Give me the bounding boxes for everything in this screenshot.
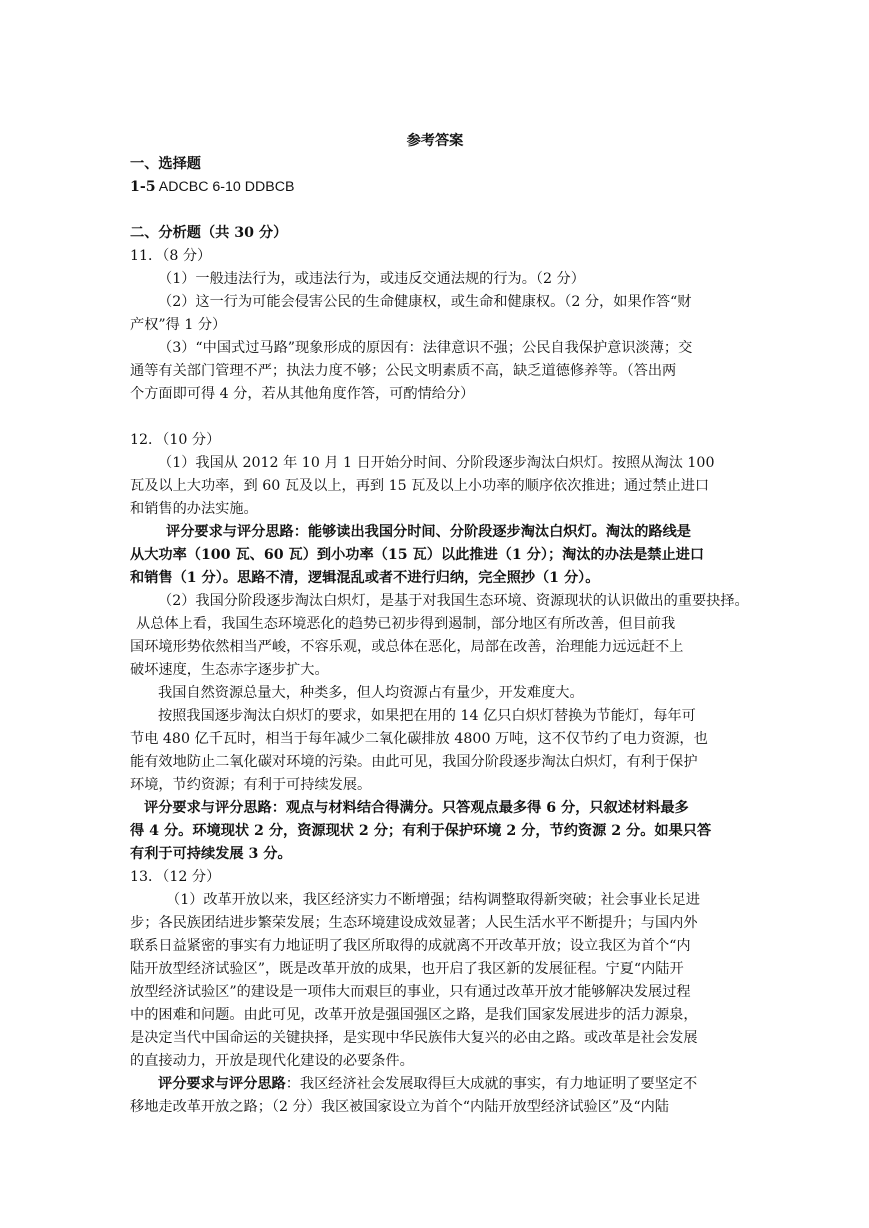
q12-paragraph-line: （1）我国从 2012 年 10 月 1 日开始分时间、分阶段逐步淘汰白炽灯。按照从淘汰 100: [158, 455, 715, 471]
q13-paragraph-line: 联系日益紧密的事实有力地证明了我区所取得的成就离不开改革开放；设立我区为首个“内: [130, 938, 691, 954]
choice-answers: [130, 176, 294, 198]
q12-paragraph-line: 环境，节约资源；有利于可持续发展。: [130, 777, 372, 793]
q11-line: 通等有关部门管理不严；执法力度不够；公民文明素质不高，缺乏道德修养等。（答出两: [130, 363, 677, 379]
q11-line: （1）一般违法行为，或违法行为，或违反交通法规的行为。（2 分）: [158, 271, 585, 287]
q12-paragraph-line: 破坏速度，生态赤字逐步扩大。: [130, 662, 329, 678]
q12-grading-line: 有利于可持续发展 3 分。: [130, 846, 292, 862]
q13-grading-line: [158, 1073, 697, 1095]
q13-grading-label: 评分要求与评分思路: [158, 1076, 286, 1092]
choice-answers-text: ADCBC 6-10 DDBCB: [155, 179, 295, 195]
q11-line: （2）这一行为可能会侵害公民的生命健康权，或生命和健康权。（2 分，如果作答“财: [158, 294, 692, 310]
q12-paragraph-line: 能有效地防止二氧化碳对环境的污染。由此可见，我国分阶段逐步淘汰白炽灯，有利于保护: [130, 754, 698, 770]
q12-header: 12．（10 分）: [130, 432, 221, 448]
q13-paragraph-line: 步；各民族团结进步繁荣发展；生态环境建设成效显著；人民生活水平不断提升；与国内外: [130, 915, 698, 931]
q12-paragraph-line: 我国自然资源总量大，种类多，但人均资源占有量少，开发难度大。: [158, 685, 584, 701]
q12-paragraph-line: 节电 480 亿千瓦时，相当于每年减少二氧化碳排放 4800 万吨，这不仅节约了电力资源，也: [130, 731, 708, 747]
page-title: 参考答案: [406, 133, 464, 149]
q13-paragraph-line: 放型经济试验区”的建设是一项伟大而艰巨的事业，只有通过改革开放才能够解决发展过程: [130, 984, 691, 1000]
q13-grading-text: ：我区经济社会发展取得巨大成就的事实，有力地证明了要坚定不: [285, 1076, 698, 1092]
q11-line: （3）“中国式过马路”现象形成的原因有：法律意识不强；公民自我保护意识淡薄；交: [158, 340, 693, 356]
q13-paragraph-line: 陆开放型经济试验区”，既是改革开放的成果，也开启了我区新的发展征程。宁夏“内陆开: [130, 961, 684, 977]
q13-grading-line: 移地走改革开放之路；（2 分）我区被国家设立为首个“内陆开放型经济试验区”及“内陆: [130, 1099, 669, 1115]
q12-grading-line: 评分要求与评分思路：观点与材料结合得满分。只答观点最多得 6 分，只叙述材料最多: [144, 800, 689, 816]
q12-paragraph-line: 国环境形势依然相当严峻，不容乐观，或总体在恶化，局部在改善，治理能力远远赶不上: [130, 639, 684, 655]
q13-paragraph-line: 是决定当代中国命运的关键抉择，是实现中华民族伟大复兴的必由之路。或改革是社会发展: [130, 1030, 698, 1046]
q12-grading-line: 和销售（1 分）。思路不清，逻辑混乱或者不进行归纳，完全照抄（1 分）。: [130, 570, 600, 586]
q12-grading-line: 评分要求与评分思路：能够读出我国分时间、分阶段逐步淘汰白炽灯。淘汰的路线是: [166, 524, 691, 540]
q13-header: 13．（12 分）: [130, 869, 221, 885]
q12-grading-line: 得 4 分。环境现状 2 分，资源现状 2 分；有利于保护环境 2 分，节约资源 2 分。如果只答: [130, 823, 712, 839]
q11-header: 11．（8 分）: [130, 248, 212, 264]
section-heading-analysis: 二、分析题（共 30 分）: [130, 225, 288, 241]
q12-paragraph-line: （2）我国分阶段逐步淘汰白炽灯，是基于对我国生态环境、资源现状的认识做出的重要抉择。: [158, 593, 749, 609]
section-heading-choice: 一、选择题: [130, 156, 201, 172]
q12-paragraph-line: 按照我国逐步淘汰白炽灯的要求，如果把在用的 14 亿只白炽灯替换为节能灯，每年可: [158, 708, 696, 724]
choice-answers-label: 1-5: [130, 179, 156, 195]
q12-paragraph-line: 和销售的办法实施。: [130, 501, 258, 517]
q11-line: 产权”得 1 分）: [130, 317, 227, 333]
q12-grading-line: 从大功率（100 瓦、60 瓦）到小功率（15 瓦）以此推进（1 分）；淘汰的办法是禁止进口: [130, 547, 705, 563]
q13-paragraph-line: 中的困难和问题。由此可见，改革开放是强国强区之路，是我们国家发展进步的活力源泉，: [130, 1007, 698, 1023]
q12-paragraph-line: 瓦及以上大功率，到 60 瓦及以上，再到 15 瓦及以上小功率的顺序依次推进；通过禁止进口: [130, 478, 710, 494]
q12-paragraph-line: 从总体上看，我国生态环境恶化的趋势已初步得到遏制，部分地区有所改善，但目前我: [136, 616, 676, 632]
q11-line: 个方面即可得 4 分，若从其他角度作答，可酌情给分）: [130, 386, 475, 402]
q13-paragraph-line: （1）改革开放以来，我区经济实力不断增强；结构调整取得新突破；社会事业长足进: [166, 892, 700, 908]
q13-paragraph-line: 的直接动力，开放是现代化建设的必要条件。: [130, 1053, 414, 1069]
